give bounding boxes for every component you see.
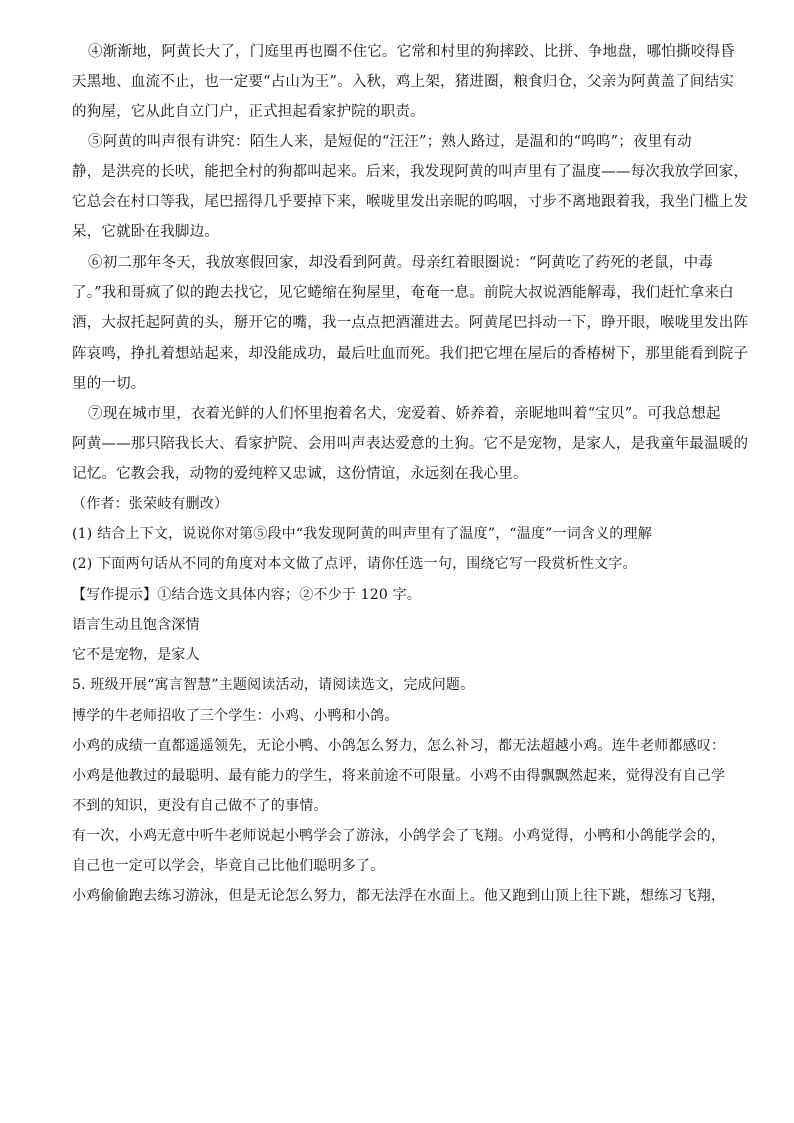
paragraph-6-line-3: 酒，大叔托起阿黄的头，掰开它的嘴，我一点点把酒灌进去。阿黄尾巴抖动一下，睁开眼，喉咙里发出阵	[72, 315, 749, 331]
question-5-intro: 5. 班级开展“寓言智慧”主题阅读活动，请阅读选文，完成问题。	[72, 677, 475, 693]
paragraph-7-line-3: 记忆。它教会我，动物的爱纯粹又忠诚，这份情谊，永远刻在我心里。	[72, 466, 528, 482]
paragraph-7-line-2: 阿黄——那只陪我长大、看家护院、会用叫声表达爱意的土狗。它不是宠物，是家人，是我童年最温暖的	[72, 436, 749, 452]
paragraph-4-line-1: ④渐渐地，阿黄长大了，门庭里再也圈不住它。它常和村里的狗摔跤、比拼、争地盘，哪怕撕咬得昏	[88, 44, 735, 60]
paragraph-7-line-1: ⑦现在城市里，衣着光鲜的人们怀里抱着名犬，宠爱着、娇养着，亲昵地叫着“宝贝”。可我总想起	[88, 406, 721, 422]
fable-paragraph-3-line-2: 自己也一定可以学会，毕竟自己比他们聪明多了。	[72, 858, 385, 874]
fable-sentence-1: 博学的牛老师招收了三个学生：小鸡、小鸭和小鸽。	[72, 708, 399, 724]
writing-tip: 【写作提示】①结合选文具体内容；②不少于 120 字。	[72, 587, 422, 603]
fable-paragraph-2-line-1: 小鸡的成绩一直都遥遥领先，无论小鸭、小鸽怎么努力，怎么补习，都无法超越小鸡。连牛老师都感叹：	[72, 738, 726, 754]
paragraph-4-line-2: 天黑地、血流不止，也一定要“占山为王”。入秋，鸡上架，猪进圈，粮食归仓，父亲为阿黄盖了间结实	[72, 74, 735, 90]
paragraph-5-line-1: ⑤阿黄的叫声很有讲究：陌生人来，是短促的“汪汪”；熟人路过，是温和的“呜呜”；夜里有动	[88, 134, 692, 150]
option-2: 它不是宠物，是家人	[72, 647, 200, 663]
fable-paragraph-4-line-1: 小鸡偷偷跑去练习游泳，但是无论怎么努力，都无法浮在水面上。他又跑到山顶上往下跳，想练习飞翔，	[72, 888, 726, 904]
paragraph-6-line-2: 了。”我和哥疯了似的跑去找它，见它蜷缩在狗屋里，奄奄一息。前院大叔说酒能解毒，我们赶忙拿来白	[72, 285, 734, 301]
question-1: (1) 结合上下文，说说你对第⑤段中“我发现阿黄的叫声里有了温度”，“温度”一词含义的理解	[72, 526, 652, 542]
question-2: (2) 下面两句话从不同的角度对本文做了点评，请你任选一句，围绕它写一段赏析性文字。	[72, 556, 637, 572]
fable-paragraph-3-line-1: 有一次，小鸡无意中听牛老师说起小鸭学会了游泳，小鸽学会了飞翔。小鸡觉得，小鸭和小鸽能学会的，	[72, 828, 726, 844]
fable-paragraph-2-line-3: 不到的知识，更没有自己做不了的事情。	[72, 798, 328, 814]
paragraph-6-line-4: 阵哀鸣，挣扎着想站起来，却没能成功，最后吐血而死。我们把它埋在屋后的香椿树下，那里能看到院子	[72, 346, 749, 362]
paragraph-5-line-2: 静，是洪亮的长吠，能把全村的狗都叫起来。后来，我发现阿黄的叫声里有了温度——每次我放学回家，	[72, 164, 749, 180]
paragraph-5-line-4: 呆，它就卧在我脚边。	[72, 224, 219, 240]
paragraph-5-line-3: 它总会在村口等我，尾巴摇得几乎要掉下来，喉咙里发出亲昵的呜咽，寸步不离地跟着我，我坐门槛上发	[72, 194, 749, 210]
paragraph-6-line-5: 里的一切。	[72, 376, 146, 392]
author-note: （作者：张荣岐有删改）	[72, 496, 229, 512]
paragraph-6-line-1: ⑥初二那年冬天，我放寒假回家，却没看到阿黄。母亲红着眼圈说：“阿黄吃了药死的老鼠，中毒	[88, 255, 714, 271]
fable-paragraph-2-line-2: 小鸡是他教过的最聪明、最有能力的学生，将来前途不可限量。小鸡不由得飘飘然起来，觉得没有自己学	[72, 768, 726, 784]
paragraph-4-line-3: 的狗屋，它从此自立门户，正式担起看家护院的职责。	[72, 104, 425, 120]
option-1: 语言生动且饱含深情	[72, 617, 200, 633]
